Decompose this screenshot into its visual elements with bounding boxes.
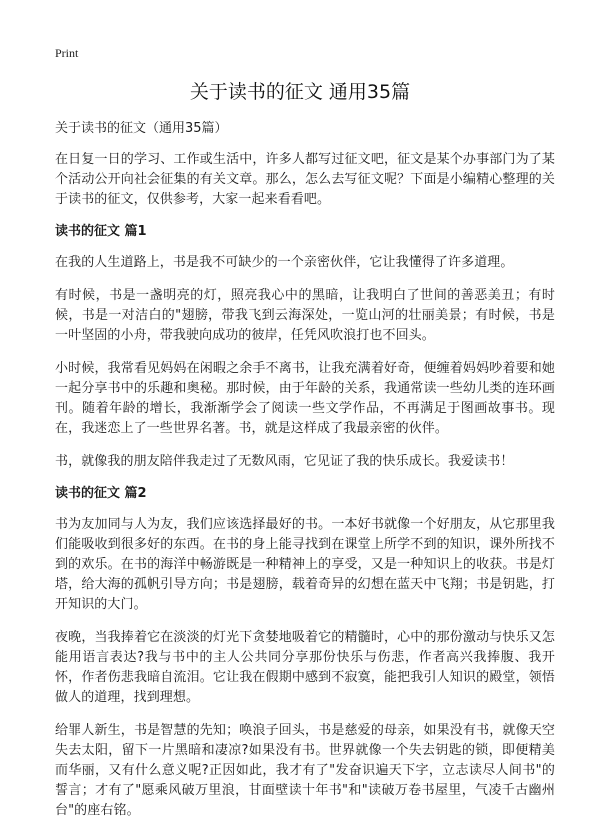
- section-1-paragraph-4: 书，就像我的朋友陪伴我走过了无数风雨，它见证了我的快乐成长。我爱读书！: [55, 454, 514, 469]
- section-heading-2: 读书的征文 篇2: [55, 486, 147, 501]
- section-1-paragraph-3: 小时候，我常看见妈妈在闲暇之余手不离书，让我充满着好奇，便缠着妈妈吵着要和她一起分享书中的乐趣和奥秘。那时候，由于年龄的关系，我通常读一些幼儿类的连环画刊。随着年龄的增长，我渐渐学会了阅读一些文学作品，不再满足于图画故事书。现在，我迷恋上了一些世界名著。书，就是这样成了我最亲密的伙伴。: [55, 361, 555, 436]
- section-1-paragraph-1: 在我的人生道路上，书是我不可缺少的一个亲密伙伴，它让我懂得了许多道理。: [55, 255, 514, 270]
- article-subtitle: 关于读书的征文（通用35篇）: [55, 121, 228, 136]
- section-2-paragraph-1: 书为友加同与人为友，我们应该选择最好的书。一本好书就像一个好朋友，从它那里我们能吸收到很多好的东西。在书的身上能寻找到在课堂上所学不到的知识，课外所找不到的欢乐。在书的海洋中畅游既是一种精神上的享受，又是一种知识上的收获。书是灯塔，给大海的孤帆引导方向；书是翅膀，载着奇异的幻想在蓝天中飞翔；书是钥匙，打开知识的大门。: [55, 517, 555, 612]
- section-2-paragraph-3: 给罪人新生，书是智慧的先知；唤浪子回头，书是慈爱的母亲，如果没有书，就像天空失去太阳，留下一片黑暗和凄凉?如果没有书。世界就像一个失去钥匙的锁，即便精美而华丽，又有什么意义呢?正因如此，我才有了"发奋识遍天下字，立志读尽人间书"的誓言；才有了"愿乘风破万里浪，甘面壁读十年书"和"读破万卷书屋里，气凌千古幽州台"的座右铭。: [55, 723, 555, 818]
- section-2-paragraph-2: 夜晚，当我捧着它在淡淡的灯光下贪婪地吸着它的精髓时，心中的那份激动与快乐又怎能用语言表达?我与书中的主人公共同分享那份快乐与伤悲，作者高兴我捧腹、我开怀，作者伤悲我暗自流泪。它让我在假期中感到不寂寞，能把我引人知识的殿堂，领悟做人的道理，找到理想。: [55, 630, 555, 705]
- intro-paragraph: 在日复一日的学习、工作或生活中，许多人都写过征文吧，征文是某个办事部门为了某个活动公开向社会征集的有关文章。那么，怎么去写征文呢？下面是小编精心整理的关于读书的征文，仅供参考，大家一起来看看吧。: [55, 152, 555, 207]
- print-link[interactable]: Print: [55, 46, 79, 60]
- section-1-paragraph-2: 有时候，书是一盏明亮的灯，照亮我心中的黑暗，让我明白了世间的善恶美丑；有时候，书是一对洁白的"翅膀，带我飞到云海深处，一览山河的壮丽美景；有时候，书是一叶坚固的小舟，带我驶向成功的彼岸，任凭风吹浪打也不回头。: [55, 288, 555, 343]
- page-title: 关于读书的征文 通用35篇: [189, 81, 411, 103]
- section-heading-1: 读书的征文 篇1: [55, 224, 147, 239]
- article-body: [55, 120, 555, 828]
